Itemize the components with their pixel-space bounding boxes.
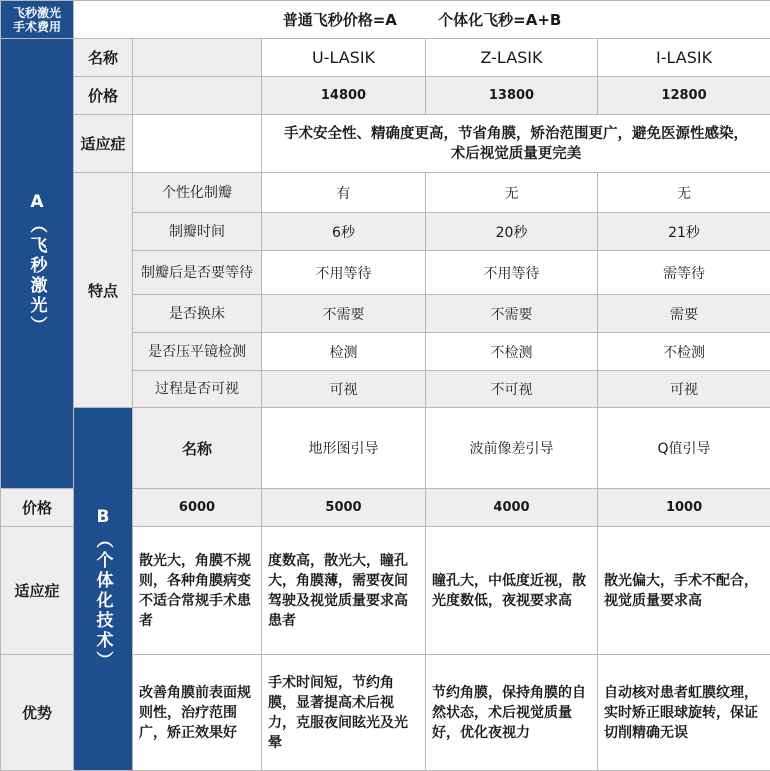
feature-value: 6秒 xyxy=(262,213,426,251)
feature-value: 无 xyxy=(426,173,598,213)
feature-value: 不用等待 xyxy=(262,251,426,295)
feature-value: 不可视 xyxy=(426,371,598,408)
feature-value: 可视 xyxy=(262,371,426,408)
a-name-1: U-LASIK xyxy=(262,39,426,77)
feature-value: 需等待 xyxy=(598,251,770,295)
feature-value: 不检测 xyxy=(426,333,598,371)
a-price-2: 13800 xyxy=(426,77,598,115)
b-advantage-2: 手术时间短，节约角膜，显著提高术后视力，克服夜间眩光及光晕 xyxy=(262,655,426,771)
formula-normal: 普通飞秒价格=A xyxy=(283,9,397,30)
a-name-2: Z-LASIK xyxy=(426,39,598,77)
b-name-2: 波前像差引导 xyxy=(426,408,598,489)
feature-value: 不需要 xyxy=(426,295,598,333)
feature-value: 21秒 xyxy=(598,213,770,251)
b-indication-2: 度数高，散光大，瞳孔大，角膜薄，需要夜间驾驶及视觉质量要求高患者 xyxy=(262,527,426,655)
b-indication-1: 散光大，角膜不规则，各种角膜病变不适合常规手术患者 xyxy=(133,527,262,655)
corner-label: 飞秒激光 手术费用 xyxy=(1,1,74,39)
b-advantage-label: 优势 xyxy=(1,655,74,771)
b-advantage-1: 改善角膜前表面规则性，治疗范围广，矫正效果好 xyxy=(133,655,262,771)
price-formula xyxy=(74,1,770,39)
b-price-label: 价格 xyxy=(1,489,74,527)
b-indication-3: 瞳孔大，中低度近视，散光度数低，夜视要求高 xyxy=(426,527,598,655)
feature-value: 不需要 xyxy=(262,295,426,333)
feature-value: 不检测 xyxy=(598,333,770,371)
b-name-label: 名称 xyxy=(133,408,262,489)
b-indication-4: 散光偏大，手术不配合，视觉质量要求高 xyxy=(598,527,770,655)
b-advantage-4: 自动核对患者虹膜纹理，实时矫正眼球旋转，保证切削精确无误 xyxy=(598,655,770,771)
feature-value: 20秒 xyxy=(426,213,598,251)
a-price-label: 价格 xyxy=(74,77,133,115)
a-price-3: 12800 xyxy=(598,77,770,115)
b-advantage-3: 节约角膜，保持角膜的自然状态，术后视觉质量好，优化夜视力 xyxy=(426,655,598,771)
feature-label: 是否换床 xyxy=(133,295,262,333)
formula-custom: 个体化飞秒=A+B xyxy=(438,9,561,30)
a-indication: 手术安全性、精确度更高，节省角膜，矫治范围更广，避免医源性感染，术后视觉质量更完美 xyxy=(262,115,770,173)
section-b-label: B （个体化技术） xyxy=(74,408,133,771)
feature-label: 制瓣后是否要等待 xyxy=(133,251,262,295)
feature-value: 有 xyxy=(262,173,426,213)
b-price-2: 5000 xyxy=(262,489,426,527)
b-price-4: 1000 xyxy=(598,489,770,527)
feature-value: 需要 xyxy=(598,295,770,333)
feature-value: 检测 xyxy=(262,333,426,371)
feature-label: 过程是否可视 xyxy=(133,371,262,408)
b-indication-label: 适应症 xyxy=(1,527,74,655)
a-indication-label: 适应症 xyxy=(74,115,133,173)
feature-value: 不用等待 xyxy=(426,251,598,295)
section-a-label: A （飞秒激光） xyxy=(1,39,74,489)
feature-label: 是否压平镜检测 xyxy=(133,333,262,371)
feature-value: 可视 xyxy=(598,371,770,408)
feature-label: 制瓣时间 xyxy=(133,213,262,251)
feature-value: 无 xyxy=(598,173,770,213)
a-price-1: 14800 xyxy=(262,77,426,115)
b-price-1: 6000 xyxy=(133,489,262,527)
feature-label: 个性化制瓣 xyxy=(133,173,262,213)
b-name-1: 地形图引导 xyxy=(262,408,426,489)
a-name-3: I-LASIK xyxy=(598,39,770,77)
a-feature-label: 特点 xyxy=(74,173,133,408)
a-name-label: 名称 xyxy=(74,39,133,77)
b-name-3: Q值引导 xyxy=(598,408,770,489)
b-price-3: 4000 xyxy=(426,489,598,527)
